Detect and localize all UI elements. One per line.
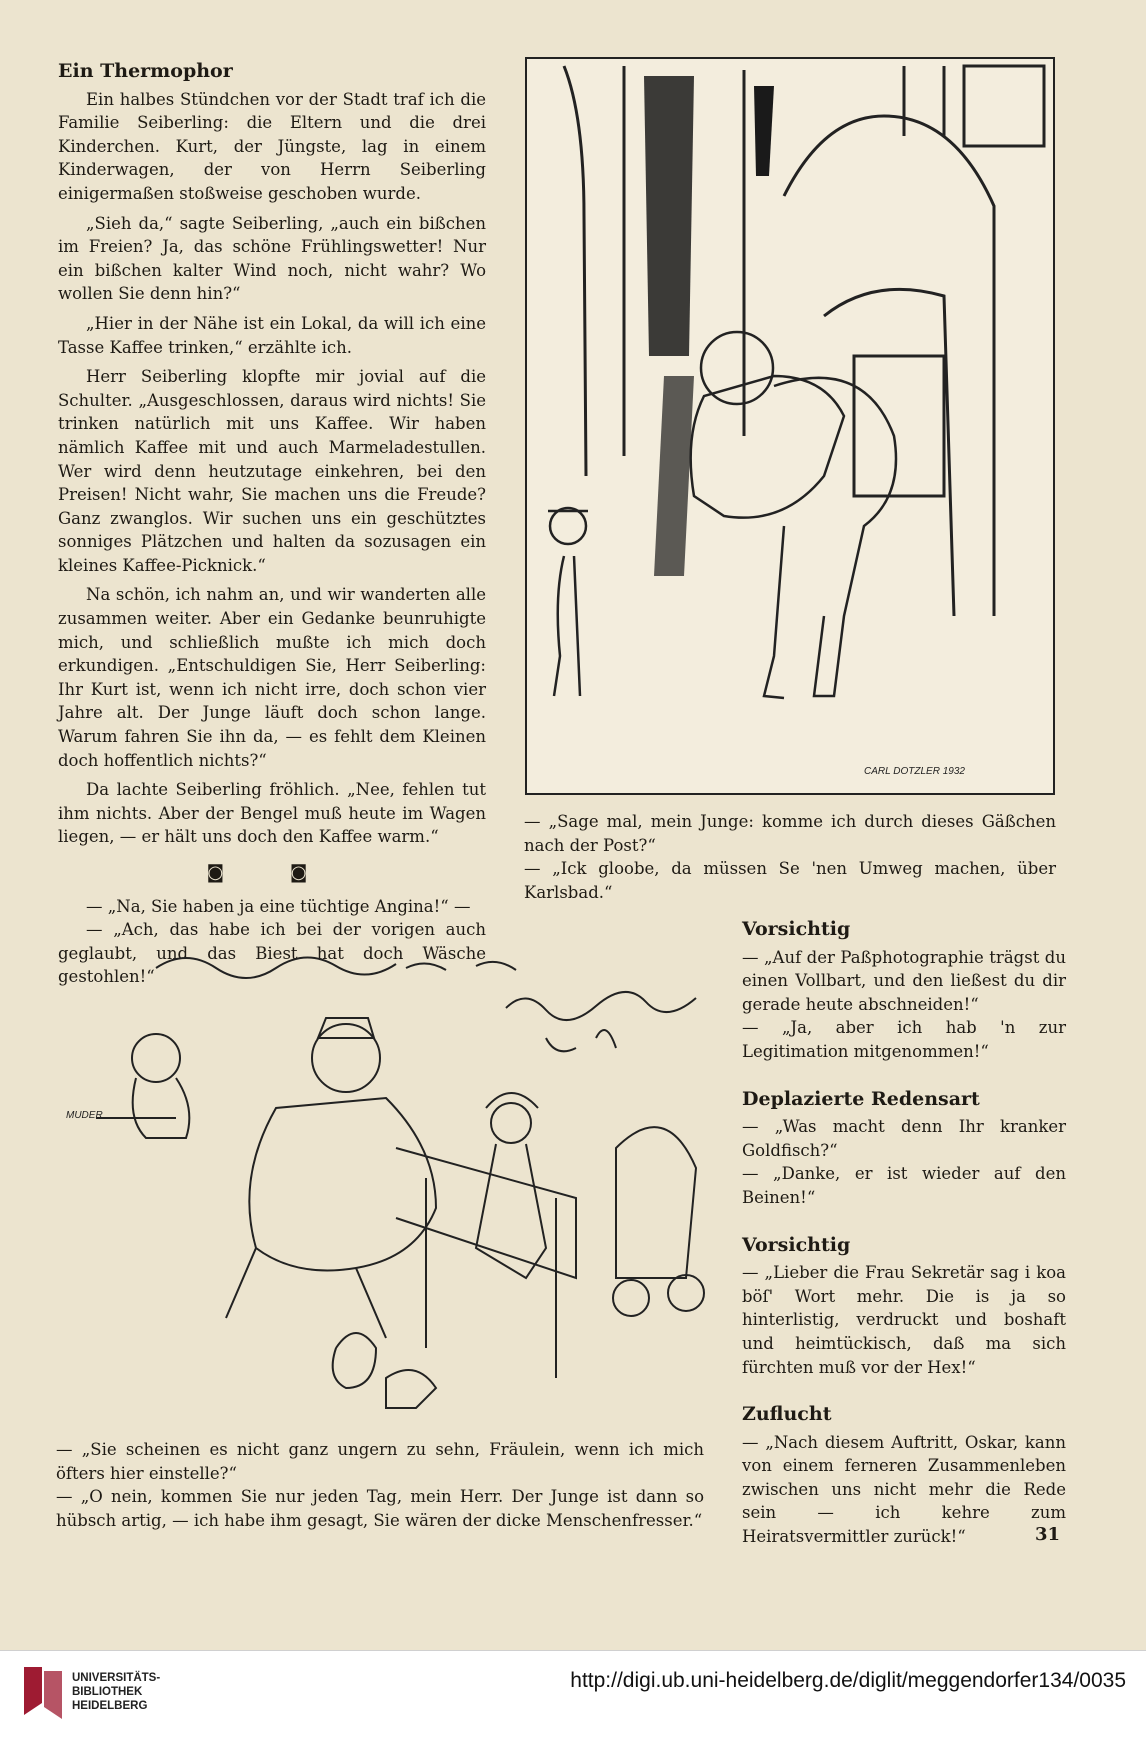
joke-line: — „Danke, er ist wieder auf den Beinen!“ [742, 1164, 1066, 1207]
joke-line: — „Lieber die Frau Sekretär sag i koa böſ' Wort mehr. Die is ja so hinterlistig, verdruckt und boshaft und heimtückisch, daß ma sich fürchten muß vor der Hex!“ [742, 1263, 1066, 1377]
caption-line: — „Ick gloobe, da müssen Se 'nen Umweg machen, über Karlsbad.“ [524, 859, 1056, 902]
library-name [72, 1671, 160, 1713]
caption-line: — „Sie scheinen es nicht ganz ungern zu sehn, Fräulein, wenn ich mich öfters hier einstelle?“ [56, 1440, 704, 1483]
joke-line: — „Auf der Paßphotographie trägst du einen Vollbart, und den ließest du dir gerade heute abschneiden!“ [742, 947, 1066, 1014]
university-library-logo-icon [20, 1663, 66, 1723]
joke-line: — „Nach diesem Auftritt, Oskar, kann von einem ferneren Zusammenleben zwischen uns nicht mehr die Rede sein — ich kehre zum Heiratsvermittler zurück!“ [742, 1432, 1066, 1547]
joke-line: — „Na, Sie haben ja eine tüchtige Angina!“ — [86, 896, 471, 916]
article-paragraph: Na schön, ich nahm an, und wir wanderten alle zusammen weiter. Aber ein Gedanke beunruhigte mich, und schließlich mußte ich mich doch erkundigen. „Entschuldigen Sie, Herr Seiberling: Ihr Kurt ist, wenn ich nicht irre, doch schon vier Jahre alt. Der Junge läuft doch schon lange. Warum fahren Sie ihn da, — es fehlt dem Kleinen doch hoffentlich nichts?“ [58, 585, 486, 770]
article-title: Ein Thermophor [58, 60, 233, 82]
illustration-signature: MUDER [66, 1110, 103, 1121]
section-ornament: ◙ ◙ [206, 862, 338, 883]
illustration-signature: CARL DOTZLER 1932 [864, 766, 965, 777]
article-paragraph: „Sieh da,“ sagte Seiberling, „auch ein bißchen im Freien? Ja, das schöne Frühlingswetter! Nur ein bißchen kalter Wind noch, nicht wahr? Wo wollen Sie denn hin?“ [58, 213, 486, 304]
joke-title: Zuflucht [742, 1403, 832, 1426]
library-name-line: HEIDELBERG [72, 1700, 148, 1712]
article-paragraph: Ein halbes Stündchen vor der Stadt traf ich die Familie Seiberling: die Eltern und die drei Kinderchen. Kurt, der Jüngste, lag in einem Kinderwagen, der von Herrn Seiberling einigermaßen stoßweise geschoben wurde. [58, 89, 486, 203]
library-name-line: UNIVERSITÄTS- [72, 1672, 161, 1684]
joke-line: — „Ach, das habe ich bei der vorigen auch geglaubt, und das Biest hat doch Wäsche gestohlen!“ [58, 920, 486, 987]
library-name-line: BIBLIOTHEK [72, 1686, 143, 1698]
alley-illustration [524, 56, 1056, 796]
article-paragraph: „Hier in der Nähe ist ein Lokal, da will ich eine Tasse Kaffee trinken,“ erzählte ich. [58, 313, 486, 357]
joke-title: Vorsichtig [742, 918, 851, 940]
caption-line: — „Sage mal, mein Junge: komme ich durch dieses Gäßchen nach der Post?“ [524, 812, 1056, 855]
library-footer [0, 1650, 1146, 1739]
caption-line: — „O nein, kommen Sie nur jeden Tag, mein Herr. Der Junge ist dann so hübsch artig, — ich habe ihm gesagt, Sie wären der dicke Menschenfresser.“ [56, 1487, 704, 1530]
caption-alley [524, 810, 1056, 904]
article-paragraph: Herr Seiberling klopfte mir jovial auf die Schulter. „Ausgeschlossen, daraus wird nichts! Sie trinken natürlich mit uns Kaffee. Wir haben nämlich Kaffee mit und auch Marmeladestullen. Wer wird denn heutzutage einkehren, bei den Preisen! Nicht wahr, Sie machen uns die Freude? Ganz zwanglos. Wir suchen uns ein geschütztes sonniges Plätzchen und halten da sozusagen ein kleines Kaffee-Picknick.“ [58, 367, 486, 575]
jokes-column [742, 918, 1066, 1549]
joke-line: — „Ja, aber ich hab 'n zur Legitimation mitgenommen!“ [742, 1018, 1066, 1061]
page-number: 31 [1034, 1524, 1060, 1545]
joke-title: Deplazierte Redensart [742, 1087, 980, 1110]
article-column [58, 60, 486, 989]
source-url-link[interactable]: http://digi.ub.uni-heidelberg.de/diglit/meggendorfer134/0035 [570, 1669, 1126, 1692]
joke-line: — „Was macht denn Ihr kranker Goldfisch?“ [742, 1117, 1066, 1160]
article-paragraph: Da lachte Seiberling fröhlich. „Nee, fehlen tut ihm nichts. Aber der Bengel muß heute im Wagen liegen, — er hält uns doch den Kaffee warm.“ [58, 780, 486, 847]
caption-park-bench [56, 1438, 704, 1532]
joke-title: Vorsichtig [742, 1233, 851, 1256]
park-bench-illustration [56, 918, 716, 1438]
